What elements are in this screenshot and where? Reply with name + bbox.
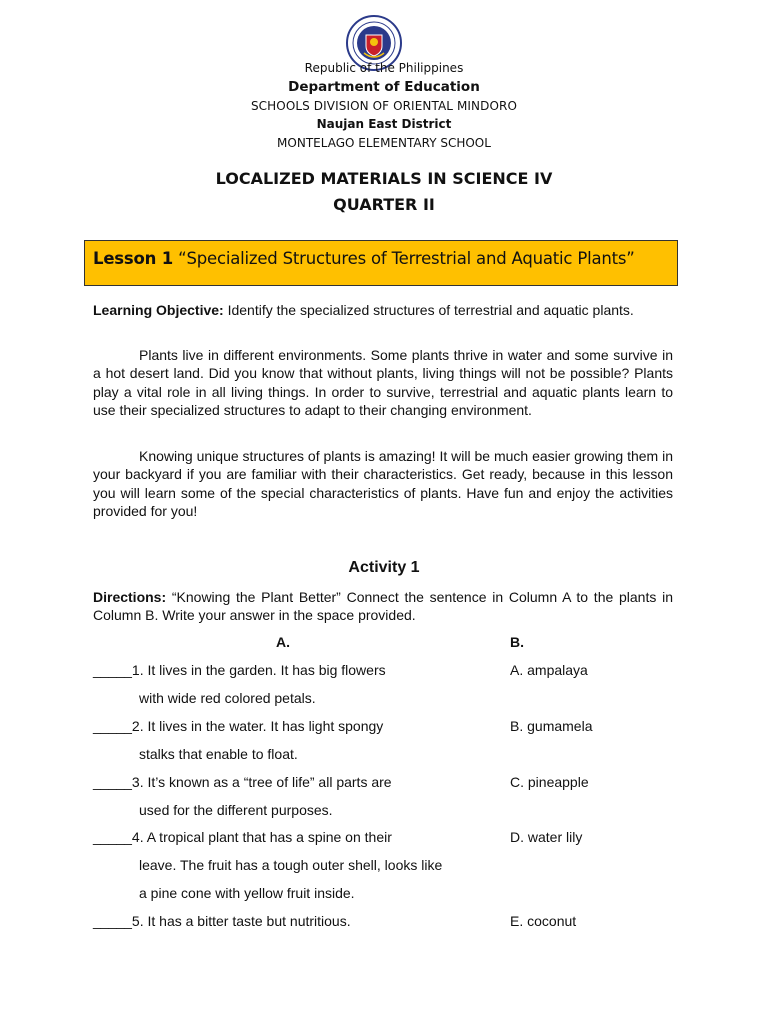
- quarter-title: QUARTER II: [333, 195, 435, 214]
- column-a-header: A.: [276, 634, 290, 650]
- department-heading: Department of Education: [288, 79, 480, 95]
- republic-heading: Republic of the Philippines: [304, 61, 464, 75]
- column-b-item-b: B. gumamela: [510, 718, 593, 734]
- lesson-heading: [93, 249, 635, 268]
- column-b-item-c: C. pineapple: [510, 774, 589, 790]
- document-title: LOCALIZED MATERIALS IN SCIENCE IV: [215, 169, 553, 188]
- column-b-item-d: D. water lily: [510, 829, 583, 845]
- column-a-item-5: _____5. It has a bitter taste but nutritious.: [93, 913, 351, 929]
- school-heading: MONTELAGO ELEMENTARY SCHOOL: [277, 136, 491, 150]
- column-b-item-a: A. ampalaya: [510, 662, 588, 678]
- activity-title: Activity 1: [348, 559, 420, 576]
- column-a-item-1-cont: with wide red colored petals.: [139, 690, 316, 706]
- column-a-item-4-cont: leave. The fruit has a tough outer shell, looks like: [139, 857, 443, 873]
- column-a-item-4: _____4. A tropical plant that has a spine on their: [93, 829, 392, 845]
- lesson-banner: [84, 240, 678, 286]
- district-heading: Naujan East District: [316, 117, 452, 131]
- directions-text: “Knowing the Plant Better” Connect the sentence in Column A to the plants in Column B. Write your answer in the space provided.: [93, 589, 673, 624]
- column-a-item-4-cont2: a pine cone with yellow fruit inside.: [139, 885, 355, 901]
- column-a-item-2-cont: stalks that enable to float.: [139, 746, 298, 762]
- objective-label: Learning Objective:: [93, 302, 224, 318]
- column-b-header: B.: [510, 634, 524, 650]
- activity-directions: [93, 588, 673, 625]
- lesson-title: “Specialized Structures of Terrestrial and Aquatic Plants”: [178, 249, 635, 268]
- column-a-item-2: _____2. It lives in the water. It has light spongy: [93, 718, 384, 734]
- learning-objective: [93, 301, 673, 319]
- intro-paragraph-1: Plants live in different environments. Some plants thrive in water and some survive in a hot desert land. Did you know that without plants, living things will not be possible? Plants play a vital role in all living things. In order to survive, terrestrial and aquatic plants learn to use their specialized structures to adapt to their changing environment.: [93, 347, 673, 418]
- column-a-item-3-cont: used for the different purposes.: [139, 802, 333, 818]
- column-b-item-e: E. coconut: [510, 913, 577, 929]
- column-a-item-1: _____1. It lives in the garden. It has big flowers: [93, 662, 386, 678]
- division-heading: SCHOOLS DIVISION OF ORIENTAL MINDORO: [250, 99, 518, 113]
- intro-paragraph-2: Knowing unique structures of plants is amazing! It will be much easier growing them in your backyard if you are familiar with their characteristics. Get ready, because in this lesson you will learn some of the special characteristics of plants. Have fun and enjoy the activities provided for you!: [93, 448, 673, 519]
- column-a-item-3: _____3. It’s known as a “tree of life” all parts are: [93, 774, 392, 790]
- objective-text: Identify the specialized structures of terrestrial and aquatic plants.: [227, 302, 634, 318]
- directions-label: Directions:: [93, 589, 167, 605]
- lesson-label: Lesson 1: [93, 249, 174, 268]
